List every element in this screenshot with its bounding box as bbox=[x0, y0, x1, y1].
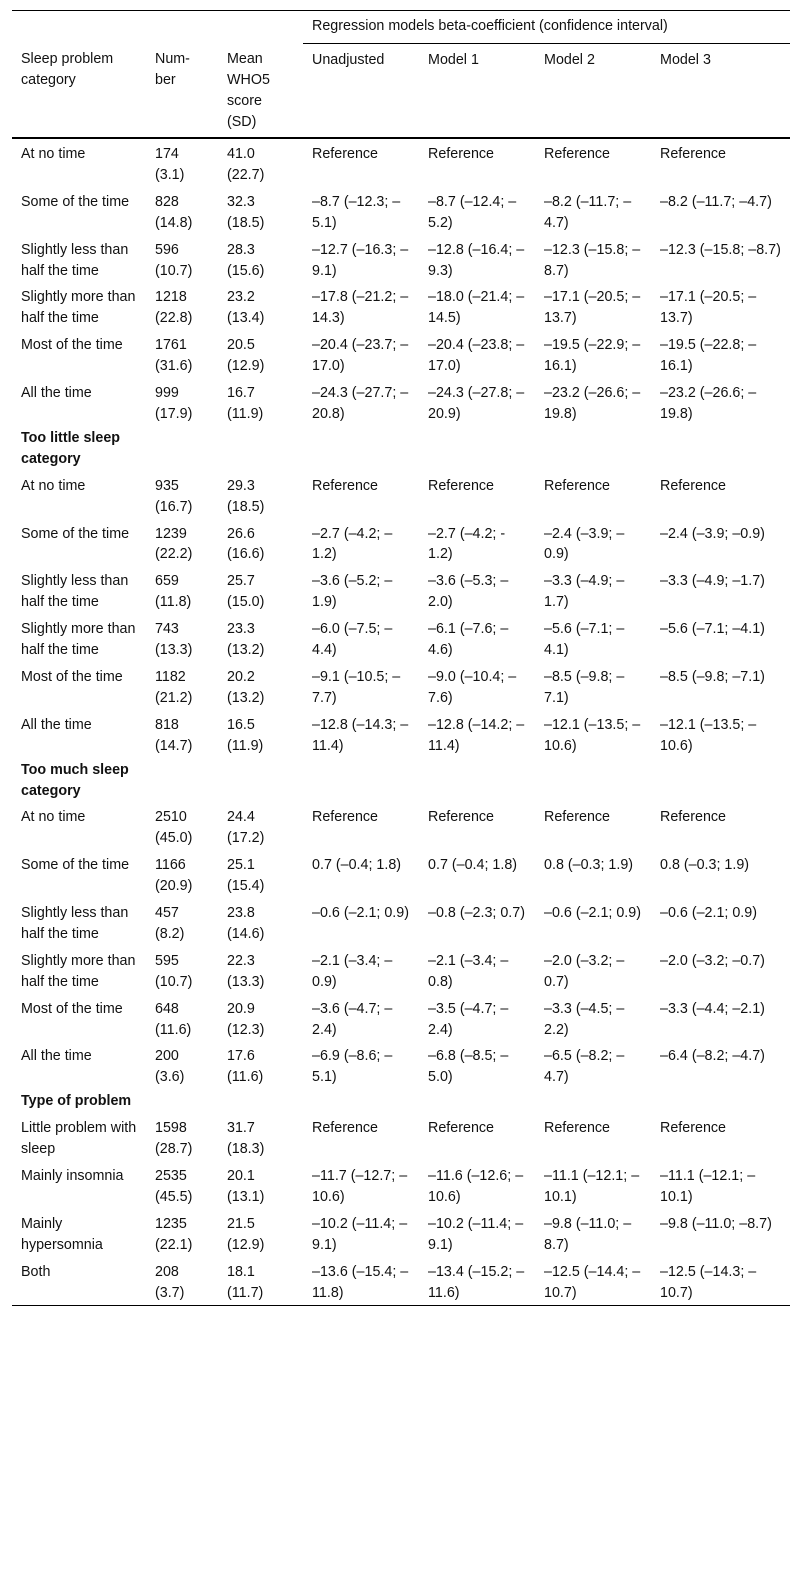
model-2-cell: –5.6 (–7.1; –4.1) bbox=[544, 621, 625, 659]
table-row bbox=[12, 472, 790, 520]
model-1-cell: Reference bbox=[428, 1120, 494, 1137]
number-cell: 208 (3.7) bbox=[155, 1263, 185, 1301]
empty-cell bbox=[651, 1090, 790, 1114]
model-1-cell: –3.6 (–5.3; –2.0) bbox=[428, 573, 509, 611]
model-2-cell: –9.8 (–11.0; –8.7) bbox=[544, 1215, 632, 1253]
model-3-cell: –12.5 (–14.3; –10.7) bbox=[660, 1263, 757, 1301]
mean-who5-cell: 41.0 (22.7) bbox=[227, 146, 265, 183]
number-cell: 648 (11.6) bbox=[155, 1000, 192, 1038]
table-row bbox=[12, 711, 790, 759]
model-2-cell: –12.3 (–15.8; –8.7) bbox=[544, 241, 641, 279]
model-1-cell: –2.7 (–4.2; - 1.2) bbox=[428, 525, 506, 563]
section-header-row bbox=[12, 427, 790, 472]
regression-group-header: Regression models beta-coefficient (confidence interval) bbox=[303, 11, 790, 44]
section-label: Type of problem bbox=[21, 1093, 132, 1110]
model-1-cell: –2.1 (–3.4; –0.8) bbox=[428, 952, 509, 990]
table-row bbox=[12, 615, 790, 663]
category-cell: Slightly less than half the time bbox=[21, 573, 129, 611]
model-2-cell: –17.1 (–20.5; –13.7) bbox=[544, 289, 641, 327]
table-row bbox=[12, 663, 790, 711]
model-1-cell: –9.0 (–10.4; –7.6) bbox=[428, 668, 517, 706]
mean-who5-cell: 24.4 (17.2) bbox=[227, 809, 265, 847]
model-2-cell: –6.5 (–8.2; –4.7) bbox=[544, 1048, 625, 1086]
empty-cell bbox=[303, 1090, 419, 1114]
table-body bbox=[12, 138, 790, 1306]
model-1-cell: Reference bbox=[428, 477, 494, 494]
empty-cell bbox=[218, 1090, 303, 1114]
unadjusted-cell: –6.9 (–8.6; –5.1) bbox=[312, 1048, 393, 1086]
category-cell: Slightly more than half the time bbox=[21, 952, 136, 990]
empty-cell bbox=[146, 427, 218, 472]
category-cell: Most of the time bbox=[21, 337, 123, 354]
model-2-cell: –0.6 (–2.1; 0.9) bbox=[544, 905, 641, 922]
model-3-cell: Reference bbox=[660, 146, 726, 163]
category-cell: Some of the time bbox=[21, 525, 130, 542]
number-cell: 2535 (45.5) bbox=[155, 1168, 193, 1205]
table-row bbox=[12, 851, 790, 899]
empty-cell bbox=[303, 759, 419, 804]
number-cell: 2510 (45.0) bbox=[155, 809, 193, 847]
unadjusted-cell: –2.1 (–3.4; –0.9) bbox=[312, 952, 393, 990]
category-cell: Most of the time bbox=[21, 1000, 123, 1017]
unadjusted-cell: –17.8 (–21.2; –14.3) bbox=[312, 289, 409, 327]
model-2-cell: –3.3 (–4.9; –1.7) bbox=[544, 573, 625, 611]
number-cell: 818 (14.7) bbox=[155, 716, 193, 754]
model-3-cell: –23.2 (–26.6; –19.8) bbox=[660, 385, 757, 422]
model-1-cell: –8.7 (–12.4; –5.2) bbox=[428, 193, 517, 231]
empty-cell bbox=[419, 1090, 535, 1114]
number-cell: 457 (8.2) bbox=[155, 905, 185, 942]
mean-who5-cell: 25.7 (15.0) bbox=[227, 573, 265, 611]
empty-cell bbox=[651, 759, 790, 804]
table-row bbox=[12, 1042, 790, 1090]
model-1-cell: –3.5 (–4.7; –2.4) bbox=[428, 1000, 509, 1038]
model-3-cell: Reference bbox=[660, 809, 726, 826]
mean-who5-cell: 17.6 (11.6) bbox=[227, 1048, 264, 1086]
mean-who5-cell: 32.3 (18.5) bbox=[227, 193, 265, 231]
mean-who5-cell: 29.3 (18.5) bbox=[227, 477, 265, 515]
unadjusted-cell: –6.0 (–7.5; –4.4) bbox=[312, 621, 393, 659]
table-row bbox=[12, 283, 790, 331]
table-row bbox=[12, 188, 790, 236]
model-3-cell: –3.3 (–4.9; –1.7) bbox=[660, 573, 765, 590]
number-cell: 1239 (22.2) bbox=[155, 525, 193, 563]
category-cell: Mainly insomnia bbox=[21, 1168, 124, 1184]
category-cell: At no time bbox=[21, 146, 86, 163]
category-cell: At no time bbox=[21, 477, 86, 494]
category-cell: At no time bbox=[21, 809, 86, 826]
mean-who5-cell: 22.3 (13.3) bbox=[227, 952, 265, 990]
mean-who5-cell: 18.1 (11.7) bbox=[227, 1263, 264, 1301]
col-header-category: Sleep problem category bbox=[21, 51, 114, 89]
model-1-cell: –6.8 (–8.5; –5.0) bbox=[428, 1048, 509, 1086]
category-cell: Most of the time bbox=[21, 668, 123, 685]
category-cell: All the time bbox=[21, 1048, 92, 1065]
table-row bbox=[12, 1210, 790, 1258]
col-header-mean-who5: Mean WHO5 score (SD) bbox=[227, 51, 270, 131]
unadjusted-cell: Reference bbox=[312, 1120, 378, 1137]
number-cell: 595 (10.7) bbox=[155, 952, 193, 990]
category-cell: Some of the time bbox=[21, 857, 130, 874]
unadjusted-cell: Reference bbox=[312, 809, 378, 826]
number-cell: 999 (17.9) bbox=[155, 385, 193, 422]
mean-who5-cell: 20.2 (13.2) bbox=[227, 668, 265, 706]
mean-who5-cell: 20.5 (12.9) bbox=[227, 337, 265, 375]
model-2-cell: –23.2 (–26.6; –19.8) bbox=[544, 385, 641, 422]
mean-who5-cell: 28.3 (15.6) bbox=[227, 241, 265, 279]
number-cell: 1598 (28.7) bbox=[155, 1120, 193, 1158]
section-label: Too much sleep category bbox=[21, 761, 129, 799]
unadjusted-cell: –10.2 (–11.4; –9.1) bbox=[312, 1215, 408, 1253]
model-2-cell: Reference bbox=[544, 809, 610, 826]
model-1-cell: –10.2 (–11.4; –9.1) bbox=[428, 1215, 524, 1253]
model-3-cell: –5.6 (–7.1; –4.1) bbox=[660, 621, 765, 638]
model-3-cell: –9.8 (–11.0; –8.7) bbox=[660, 1215, 772, 1232]
empty-cell bbox=[651, 427, 790, 472]
model-3-cell: –17.1 (–20.5; –13.7) bbox=[660, 289, 757, 327]
table-row bbox=[12, 1114, 790, 1162]
model-3-cell: –19.5 (–22.8; –16.1) bbox=[660, 337, 757, 375]
category-cell: Mainly hypersomnia bbox=[21, 1215, 103, 1253]
table-row bbox=[12, 899, 790, 947]
model-1-cell: –0.8 (–2.3; 0.7) bbox=[428, 905, 525, 922]
empty-cell bbox=[218, 427, 303, 472]
model-2-cell: Reference bbox=[544, 146, 610, 163]
table-row bbox=[12, 803, 790, 851]
unadjusted-cell: –0.6 (–2.1; 0.9) bbox=[312, 905, 409, 922]
number-cell: 1235 (22.1) bbox=[155, 1215, 193, 1253]
col-header-model-1: Model 1 bbox=[428, 51, 479, 68]
model-1-cell: –6.1 (–7.6; –4.6) bbox=[428, 621, 509, 659]
table-row bbox=[12, 236, 790, 284]
model-1-cell: –12.8 (–16.4; –9.3) bbox=[428, 241, 525, 279]
model-3-cell: –12.3 (–15.8; –8.7) bbox=[660, 241, 781, 258]
model-1-cell: Reference bbox=[428, 146, 494, 163]
model-3-cell: –3.3 (–4.4; –2.1) bbox=[660, 1000, 765, 1017]
section-header-row bbox=[12, 1090, 790, 1114]
section-header-row bbox=[12, 759, 790, 804]
category-cell: All the time bbox=[21, 385, 92, 402]
unadjusted-cell: –20.4 (–23.7; –17.0) bbox=[312, 337, 409, 375]
results-table bbox=[12, 10, 790, 1306]
number-cell: 659 (11.8) bbox=[155, 573, 192, 611]
number-cell: 200 (3.6) bbox=[155, 1048, 185, 1086]
table-row bbox=[12, 331, 790, 379]
mean-who5-cell: 21.5 (12.9) bbox=[227, 1215, 265, 1253]
model-2-cell: –2.0 (–3.2; –0.7) bbox=[544, 952, 625, 990]
mean-who5-cell: 25.1 (15.4) bbox=[227, 857, 265, 895]
table-header bbox=[12, 11, 790, 139]
number-cell: 174 (3.1) bbox=[155, 146, 185, 183]
model-3-cell: –8.2 (–11.7; –4.7) bbox=[660, 193, 772, 210]
empty-cell bbox=[218, 759, 303, 804]
mean-who5-cell: 23.3 (13.2) bbox=[227, 621, 265, 659]
model-3-cell: Reference bbox=[660, 1120, 726, 1137]
model-1-cell: –13.4 (–15.2; –11.6) bbox=[428, 1263, 525, 1301]
number-cell: 596 (10.7) bbox=[155, 241, 193, 279]
col-header-model-3: Model 3 bbox=[660, 51, 711, 68]
model-1-cell: –11.6 (–12.6; –10.6) bbox=[428, 1168, 524, 1205]
model-2-cell: –8.2 (–11.7; –4.7) bbox=[544, 193, 632, 231]
results-table-container bbox=[12, 10, 790, 1306]
unadjusted-cell: –12.7 (–16.3; –9.1) bbox=[312, 241, 409, 279]
number-cell: 1166 (20.9) bbox=[155, 857, 193, 895]
mean-who5-cell: 20.9 (12.3) bbox=[227, 1000, 265, 1038]
category-cell: Little problem with sleep bbox=[21, 1120, 137, 1158]
model-3-cell: –8.5 (–9.8; –7.1) bbox=[660, 668, 765, 685]
model-3-cell: –12.1 (–13.5; –10.6) bbox=[660, 716, 757, 754]
model-1-cell: 0.7 (–0.4; 1.8) bbox=[428, 857, 518, 874]
empty-cell bbox=[535, 1090, 651, 1114]
category-cell: Slightly more than half the time bbox=[21, 289, 136, 327]
empty-cell bbox=[535, 759, 651, 804]
model-2-cell: Reference bbox=[544, 1120, 610, 1137]
table-row bbox=[12, 567, 790, 615]
model-1-cell: –18.0 (–21.4; –14.5) bbox=[428, 289, 525, 327]
mean-who5-cell: 23.8 (14.6) bbox=[227, 905, 265, 942]
unadjusted-cell: 0.7 (–0.4; 1.8) bbox=[312, 857, 402, 874]
empty-cell bbox=[303, 427, 419, 472]
table-row bbox=[12, 1162, 790, 1210]
empty-cell bbox=[146, 759, 218, 804]
model-2-cell: 0.8 (–0.3; 1.9) bbox=[544, 857, 634, 874]
model-1-cell: –12.8 (–14.2; –11.4) bbox=[428, 716, 525, 754]
category-cell: Both bbox=[21, 1263, 51, 1280]
mean-who5-cell: 16.7 (11.9) bbox=[227, 385, 264, 422]
model-2-cell: –19.5 (–22.9; –16.1) bbox=[544, 337, 641, 375]
number-cell: 1761 (31.6) bbox=[155, 337, 193, 375]
unadjusted-cell: –3.6 (–5.2; –1.9) bbox=[312, 573, 393, 611]
unadjusted-cell: Reference bbox=[312, 477, 378, 494]
model-3-cell: –6.4 (–8.2; –4.7) bbox=[660, 1048, 765, 1065]
model-3-cell: –0.6 (–2.1; 0.9) bbox=[660, 905, 757, 922]
table-row bbox=[12, 520, 790, 568]
empty-cell bbox=[146, 1090, 218, 1114]
unadjusted-cell: –13.6 (–15.4; –11.8) bbox=[312, 1263, 409, 1301]
model-2-cell: –3.3 (–4.5; –2.2) bbox=[544, 1000, 625, 1038]
model-2-cell: –12.5 (–14.4; –10.7) bbox=[544, 1263, 641, 1301]
mean-who5-cell: 16.5 (11.9) bbox=[227, 716, 264, 754]
section-label: Too little sleep category bbox=[21, 429, 121, 467]
model-3-cell: 0.8 (–0.3; 1.9) bbox=[660, 857, 750, 874]
number-cell: 828 (14.8) bbox=[155, 193, 193, 231]
number-cell: 935 (16.7) bbox=[155, 477, 193, 515]
header-blank bbox=[12, 11, 303, 44]
table-row bbox=[12, 995, 790, 1043]
empty-cell bbox=[535, 427, 651, 472]
model-3-cell: –11.1 (–12.1; –10.1) bbox=[660, 1168, 756, 1205]
category-cell: Slightly more than half the time bbox=[21, 621, 136, 659]
mean-who5-cell: 31.7 (18.3) bbox=[227, 1120, 265, 1158]
number-cell: 1182 (21.2) bbox=[155, 668, 193, 706]
unadjusted-cell: –9.1 (–10.5; –7.7) bbox=[312, 668, 401, 706]
mean-who5-cell: 26.6 (16.6) bbox=[227, 525, 265, 563]
col-header-unadjusted: Unadjusted bbox=[312, 51, 385, 68]
table-row bbox=[12, 138, 790, 188]
model-2-cell: Reference bbox=[544, 477, 610, 494]
model-2-cell: –2.4 (–3.9; –0.9) bbox=[544, 525, 625, 563]
category-cell: Slightly less than half the time bbox=[21, 241, 129, 279]
mean-who5-cell: 20.1 (13.1) bbox=[227, 1168, 265, 1205]
table-row bbox=[12, 947, 790, 995]
table-row bbox=[12, 379, 790, 427]
model-1-cell: –20.4 (–23.8; –17.0) bbox=[428, 337, 525, 375]
empty-cell bbox=[419, 759, 535, 804]
model-2-cell: –11.1 (–12.1; –10.1) bbox=[544, 1168, 640, 1205]
empty-cell bbox=[419, 427, 535, 472]
model-3-cell: Reference bbox=[660, 477, 726, 494]
unadjusted-cell: –3.6 (–4.7; –2.4) bbox=[312, 1000, 393, 1038]
col-header-model-2: Model 2 bbox=[544, 51, 595, 68]
model-3-cell: –2.0 (–3.2; –0.7) bbox=[660, 952, 765, 969]
unadjusted-cell: –11.7 (–12.7; –10.6) bbox=[312, 1168, 408, 1205]
number-cell: 1218 (22.8) bbox=[155, 289, 193, 327]
col-header-number: Num-ber bbox=[155, 51, 190, 89]
unadjusted-cell: –2.7 (–4.2; –1.2) bbox=[312, 525, 393, 563]
table-row bbox=[12, 1258, 790, 1306]
model-3-cell: –2.4 (–3.9; –0.9) bbox=[660, 525, 765, 542]
unadjusted-cell: –24.3 (–27.7; –20.8) bbox=[312, 385, 409, 422]
category-cell: Some of the time bbox=[21, 193, 130, 210]
mean-who5-cell: 23.2 (13.4) bbox=[227, 289, 265, 327]
unadjusted-cell: –8.7 (–12.3; –5.1) bbox=[312, 193, 401, 231]
number-cell: 743 (13.3) bbox=[155, 621, 193, 659]
unadjusted-cell: Reference bbox=[312, 146, 378, 163]
model-1-cell: Reference bbox=[428, 809, 494, 826]
model-1-cell: –24.3 (–27.8; –20.9) bbox=[428, 385, 525, 422]
model-2-cell: –12.1 (–13.5; –10.6) bbox=[544, 716, 641, 754]
unadjusted-cell: –12.8 (–14.3; –11.4) bbox=[312, 716, 409, 754]
model-2-cell: –8.5 (–9.8; –7.1) bbox=[544, 668, 625, 706]
category-cell: Slightly less than half the time bbox=[21, 905, 129, 942]
category-cell: All the time bbox=[21, 716, 92, 733]
